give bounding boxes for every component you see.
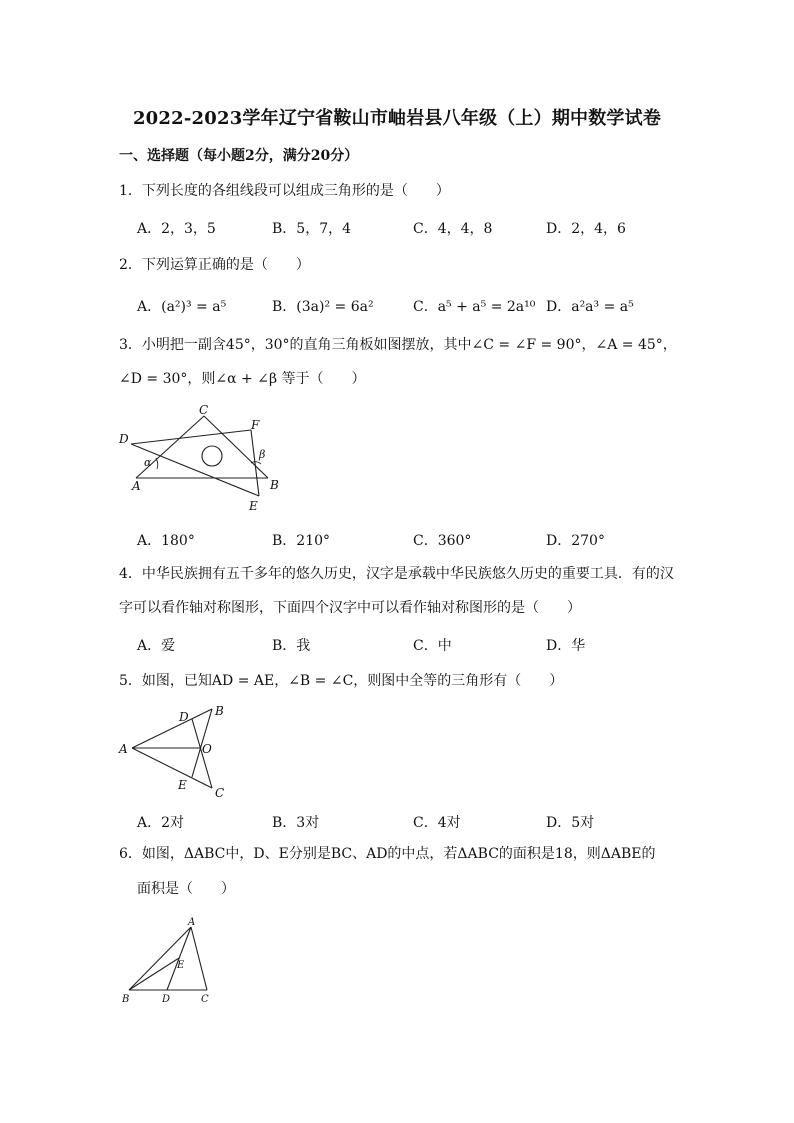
question-4-stem-line-2: 字可以看作轴对称图形，下面四个汉字中可以看作轴对称图形的是（ ） <box>119 600 581 616</box>
question-6-stem-line-1: 6．如图，ΔABC中，D、E分别是BC、AD的中点，若ΔABC的面积是18，则ΔABE的 <box>119 846 656 862</box>
question-5-option-b: B．3对 <box>272 815 320 831</box>
question-5-option-c: C．4对 <box>413 815 461 831</box>
label-o: O <box>202 742 212 756</box>
label-d: D <box>162 994 171 1005</box>
question-1-stem: 1．下列长度的各组线段可以组成三角形的是（ ） <box>119 183 450 199</box>
question-3-option-d: D．270° <box>546 533 605 549</box>
question-4-stem-line-1: 4．中华民族拥有五千多年的悠久历史，汉字是承载中华民族悠久历史的重要工具．有的汉 <box>119 566 674 582</box>
question-4-option-a: A．爱 <box>137 638 176 654</box>
question-6-figure <box>115 915 225 1010</box>
question-5-figure <box>115 700 235 805</box>
alpha-arc <box>156 458 158 469</box>
question-1-option-c: C．4，4，8 <box>413 221 493 237</box>
question-6-stem-line-2: 面积是（ ） <box>137 881 235 897</box>
label-beta: β <box>259 448 266 461</box>
question-4-option-c: C．中 <box>413 638 452 654</box>
hole-circle <box>202 446 222 466</box>
label-a: A <box>132 479 141 493</box>
label-b: B <box>270 478 279 492</box>
question-4-option-d: D．华 <box>546 638 586 654</box>
question-3-figure <box>115 400 290 515</box>
label-d: D <box>119 432 129 446</box>
question-2-option-d: D．a²a³ = a⁵ <box>546 299 634 315</box>
question-3-option-a: A．180° <box>137 533 195 549</box>
label-c: C <box>201 994 209 1005</box>
label-f: F <box>251 418 260 432</box>
label-a: A <box>119 742 128 756</box>
question-2-option-c: C．a⁵ + a⁵ = 2a¹⁰ <box>413 299 536 315</box>
label-alpha: α <box>144 456 152 469</box>
question-5-stem: 5．如图，已知AD = AE，∠B = ∠C，则图中全等的三角形有（ ） <box>119 673 564 689</box>
label-b: B <box>215 704 224 718</box>
segment-ac <box>132 748 212 788</box>
label-e: E <box>178 778 187 792</box>
question-3-option-c: C．360° <box>413 533 472 549</box>
label-e: E <box>177 960 185 971</box>
segment-ba <box>129 927 191 990</box>
question-5-option-a: A．2对 <box>137 815 185 831</box>
segment-ac <box>191 927 207 990</box>
question-3-stem-line-2: ∠D = 30°，则∠α + ∠β 等于（ ） <box>119 371 366 387</box>
question-3-option-b: B．210° <box>272 533 331 549</box>
question-4-option-b: B．我 <box>272 638 311 654</box>
question-2-option-b: B．(3a)² = 6a² <box>272 299 374 315</box>
page-title: 2022-2023学年辽宁省鞍山市岫岩县八年级（上）期中数学试卷 <box>132 108 662 129</box>
question-5-option-d: D．5对 <box>546 815 595 831</box>
label-a: A <box>188 917 196 928</box>
question-2-stem: 2．下列运算正确的是（ ） <box>119 257 310 273</box>
segment-df <box>131 430 251 444</box>
segment-ab <box>132 709 212 748</box>
question-2-option-a: A．(a²)³ = a⁵ <box>137 299 227 315</box>
label-e: E <box>249 499 258 513</box>
label-c: C <box>199 403 209 417</box>
section-heading: 一、选择题（每小题2分，满分20分） <box>119 148 359 164</box>
question-3-stem-line-1: 3．小明把一副含45°，30°的直角三角板如图摆放，其中∠C = ∠F = 90°，∠A = 45°， <box>119 337 677 353</box>
label-b: B <box>122 994 130 1005</box>
question-1-option-a: A．2，3，5 <box>137 221 216 237</box>
label-c: C <box>215 786 225 800</box>
question-1-option-d: D．2，4，6 <box>546 221 626 237</box>
segment-de <box>131 444 259 496</box>
question-1-option-b: B．5，7，4 <box>272 221 352 237</box>
segment-be <box>129 958 179 990</box>
label-d: D <box>179 710 189 724</box>
